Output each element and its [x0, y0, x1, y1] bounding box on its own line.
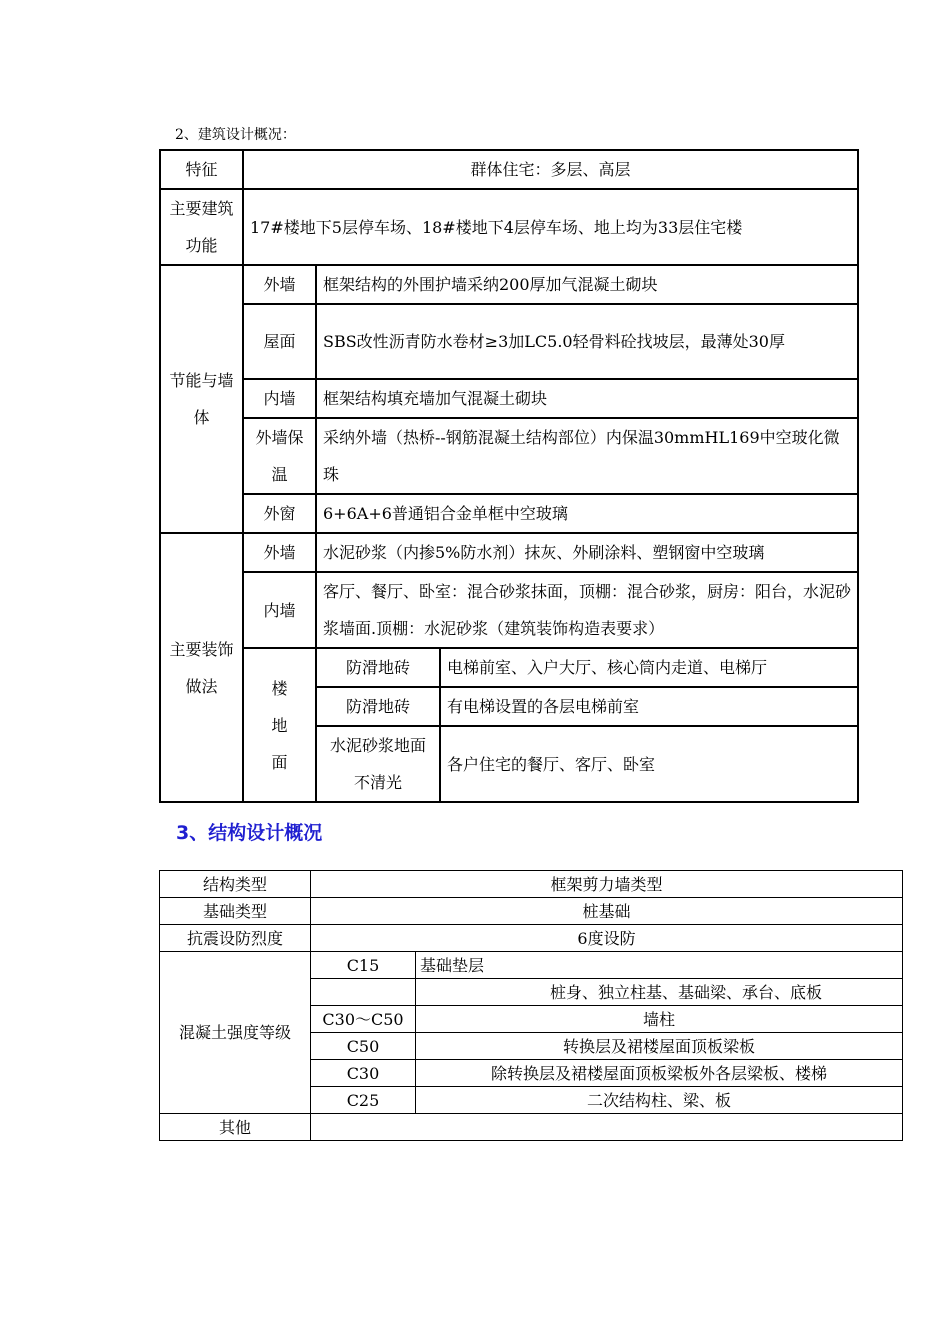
feature-value: 群体住宅：多层、高层	[243, 150, 858, 189]
concrete-grade	[311, 979, 416, 1006]
floor-type: 防滑地砖	[316, 687, 440, 726]
floor-label: 楼地面	[243, 648, 316, 802]
section-3-title: 3、结构设计概况	[176, 822, 323, 844]
concrete-grade: C25	[311, 1087, 416, 1114]
foundation-label: 基础类型	[160, 898, 311, 925]
floor-type: 水泥砂浆地面不清光	[316, 726, 440, 802]
energy-row-label: 屋面	[243, 304, 316, 379]
energy-row-label: 外墙	[243, 265, 316, 304]
energy-row-label: 外墙保温	[243, 418, 316, 494]
foundation-value: 桩基础	[311, 898, 903, 925]
section-2-caption: 2、建筑设计概况：	[175, 127, 296, 143]
function-label: 主要建筑功能	[160, 189, 243, 265]
decor-inner-value: 客厅、餐厅、卧室：混合砂浆抹面，顶棚：混合砂浆，厨房：阳台，水泥砂浆墙面.顶棚：水泥砂浆（建筑装饰构造表要求）	[316, 572, 858, 648]
energy-row-label: 内墙	[243, 379, 316, 418]
energy-row-value: SBS改性沥青防水卷材≥3加LC5.0轻骨料砼找坡层，最薄处30厚	[316, 304, 858, 379]
energy-row-value: 框架结构填充墙加气混凝土砌块	[316, 379, 858, 418]
energy-row-value: 采纳外墙（热桥--钢筋混凝土结构部位）内保温30mmHL169中空玻化微珠	[316, 418, 858, 494]
concrete-use: 基础垫层	[416, 952, 903, 979]
concrete-use: 除转换层及裙楼屋面顶板梁板外各层梁板、楼梯	[416, 1060, 903, 1087]
structure-type-label: 结构类型	[160, 871, 311, 898]
concrete-use: 二次结构柱、梁、板	[416, 1087, 903, 1114]
decor-outer-label: 外墙	[243, 533, 316, 572]
other-value	[311, 1114, 903, 1141]
function-value: 17#楼地下5层停车场、18#楼地下4层停车场、地上均为33层住宅楼	[243, 189, 858, 265]
decor-label: 主要装饰做法	[160, 533, 243, 802]
decor-inner-label: 内墙	[243, 572, 316, 648]
energy-row-label: 外窗	[243, 494, 316, 533]
feature-label: 特征	[160, 150, 243, 189]
other-label: 其他	[160, 1114, 311, 1141]
floor-type: 防滑地砖	[316, 648, 440, 687]
floor-place: 电梯前室、入户大厅、核心筒内走道、电梯厅	[440, 648, 858, 687]
concrete-grade: C15	[311, 952, 416, 979]
floor-place: 各户住宅的餐厅、客厅、卧室	[440, 726, 858, 802]
seismic-label: 抗震设防烈度	[160, 925, 311, 952]
structure-overview-table	[159, 870, 903, 1141]
decor-outer-value: 水泥砂浆（内掺5%防水剂）抹灰、外刷涂料、塑钢窗中空玻璃	[316, 533, 858, 572]
concrete-grade: C30～C50	[311, 1006, 416, 1033]
concrete-grade: C50	[311, 1033, 416, 1060]
structure-type-value: 框架剪力墙类型	[311, 871, 903, 898]
concrete-use: 墙柱	[416, 1006, 903, 1033]
concrete-label: 混凝土强度等级	[160, 952, 311, 1114]
concrete-grade: C30	[311, 1060, 416, 1087]
energy-row-value: 框架结构的外围护墙采纳200厚加气混凝土砌块	[316, 265, 858, 304]
seismic-value: 6度设防	[311, 925, 903, 952]
concrete-use: 转换层及裙楼屋面顶板梁板	[416, 1033, 903, 1060]
floor-place: 有电梯设置的各层电梯前室	[440, 687, 858, 726]
energy-label: 节能与墙体	[160, 265, 243, 533]
concrete-use: 桩身、独立柱基、基础梁、承台、底板	[416, 979, 903, 1006]
energy-row-value: 6+6A+6普通铝合金单框中空玻璃	[316, 494, 858, 533]
architecture-overview-table	[159, 149, 859, 803]
